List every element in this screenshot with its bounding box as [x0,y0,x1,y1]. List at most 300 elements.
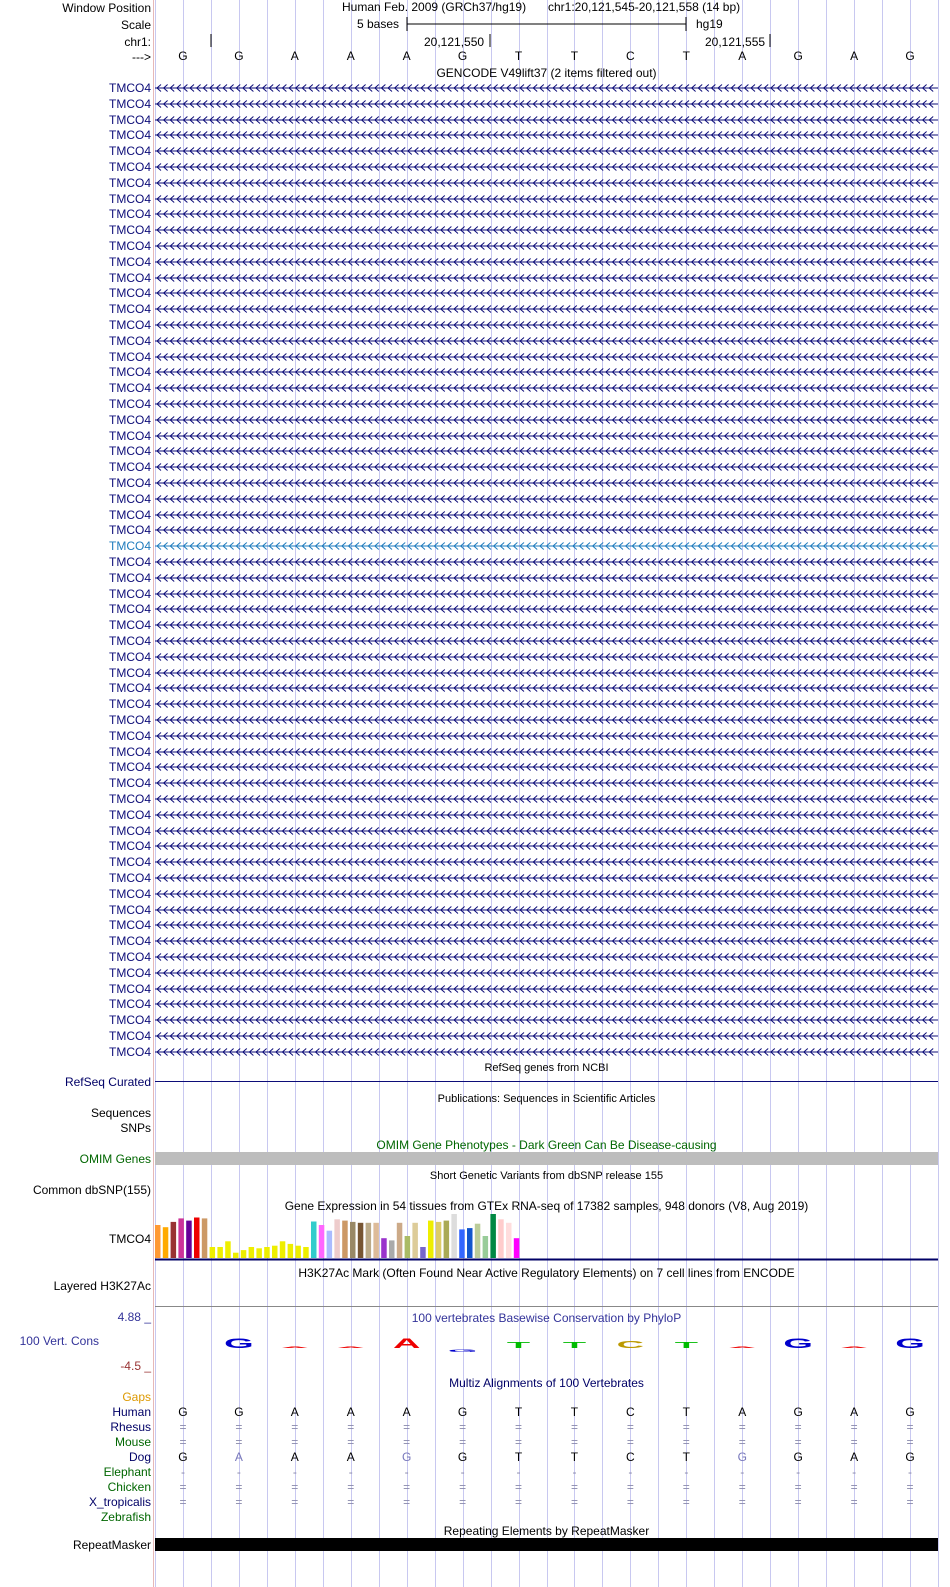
species-label[interactable]: Mouse [114,1435,151,1449]
alignment-base: = [682,1495,690,1509]
gencode-transcript-label[interactable]: TMCO4 [109,476,151,490]
gencode-transcript-feature[interactable] [153,888,943,900]
conservation-letter: A [728,1346,756,1349]
gtex-tissue-bar[interactable] [420,1247,426,1258]
gencode-transcript-feature[interactable] [153,98,943,110]
intron-arrows [155,353,938,360]
gencode-transcript-feature[interactable] [153,730,943,742]
alignment-base: = [682,1435,690,1449]
gencode-transcript-label[interactable]: TMCO4 [109,744,151,759]
alignment-base: C [626,1450,635,1464]
repeat-track-title: Repeating Elements by RepeatMasker [443,1524,650,1538]
gencode-transcript-feature[interactable] [153,161,943,173]
gtex-tissue-bar[interactable] [373,1223,379,1258]
omim-feature-bar[interactable] [155,1152,938,1165]
intron-arrows [155,922,938,929]
gencode-transcript-feature[interactable] [153,556,943,568]
alignment-base: G [905,1405,915,1419]
gtex-tissue-bar[interactable] [163,1227,169,1258]
alignment-base: = [515,1420,523,1434]
gtex-tissue-bar[interactable] [381,1238,387,1258]
gtex-tissue-bar[interactable] [311,1222,317,1259]
gencode-transcript-label[interactable]: TMCO4 [109,286,151,301]
intron-arrows [155,416,938,423]
gencode-transcript-label[interactable]: TMCO4 [109,81,151,95]
gtex-tissue-bar[interactable] [171,1222,177,1258]
alignment-base: = [738,1435,746,1449]
gencode-transcript-feature[interactable] [153,398,943,410]
gencode-transcript-label[interactable]: TMCO4 [109,807,151,822]
gencode-transcript-feature[interactable] [153,208,943,220]
gencode-transcript-feature[interactable] [153,477,943,489]
gtex-tissue-bar[interactable] [444,1221,450,1258]
gencode-transcript-label[interactable]: TMCO4 [109,981,151,996]
intron-arrows [155,211,938,218]
intron-arrows [155,243,938,250]
gtex-tissue-bar[interactable] [225,1241,231,1258]
gencode-transcript-feature[interactable] [153,351,943,363]
species-label[interactable]: Human [112,1405,151,1419]
gencode-transcript-label[interactable]: TMCO4 [109,649,151,664]
gencode-transcript-feature[interactable] [153,129,943,141]
gtex-tissue-bar[interactable] [295,1246,301,1258]
gencode-transcript-label[interactable]: TMCO4 [109,460,151,475]
gencode-transcript-label[interactable]: TMCO4 [109,634,151,648]
gtex-tissue-bar[interactable] [217,1247,223,1258]
alignment-base: = [794,1480,802,1494]
species-label[interactable]: Zebrafish [100,1510,151,1524]
reference-base: G [793,49,803,63]
gencode-transcript-feature[interactable] [153,319,943,331]
gencode-transcript-label[interactable]: TMCO4 [109,728,151,743]
gencode-transcript-feature[interactable] [153,682,943,694]
reference-base: A [850,49,859,63]
gencode-transcript-label[interactable]: TMCO4 [109,318,151,332]
intron-arrows [155,859,938,866]
conservation-logo[interactable] [0,1328,950,1368]
alignment-base: = [850,1435,858,1449]
gtex-tissue-bar[interactable] [194,1218,200,1259]
gtex-tissue-bar[interactable] [264,1247,270,1258]
refseq-feature-line[interactable] [0,1080,950,1084]
gencode-transcript-feature[interactable] [153,114,943,126]
gencode-transcript-label[interactable]: TMCO4 [109,523,151,538]
reference-base: A [402,49,411,63]
alignment-base: - [460,1465,465,1479]
gencode-transcript-feature[interactable] [153,951,943,963]
gencode-transcript-feature[interactable] [153,761,943,773]
gtex-tissue-bar[interactable] [506,1223,512,1258]
gencode-transcript-label[interactable]: TMCO4 [109,239,151,253]
gencode-transcript-label[interactable]: TMCO4 [109,333,151,348]
h3k27ac-track-label[interactable]: Layered H3K27Ac [53,1279,151,1293]
gencode-transcript-feature[interactable] [153,272,943,284]
conservation-letter: T [506,1340,531,1350]
gtex-track-label[interactable]: TMCO4 [109,1232,151,1246]
gencode-transcript-feature[interactable] [153,1014,943,1026]
intron-arrows [155,274,938,281]
gencode-transcript-feature[interactable] [153,240,943,252]
gencode-transcript-label[interactable]: TMCO4 [109,855,151,870]
gencode-transcript-label[interactable]: TMCO4 [109,144,151,159]
alignment-base: = [738,1495,746,1509]
gencode-transcript-feature[interactable] [153,872,943,884]
gencode-transcript-feature[interactable] [153,366,943,378]
alignment-base: = [235,1435,243,1449]
gencode-transcript-label[interactable]: TMCO4 [109,349,151,364]
gencode-transcript-label[interactable]: TMCO4 [109,96,151,111]
gtex-bar-chart[interactable] [0,1212,950,1262]
gencode-transcript-label[interactable]: TMCO4 [109,965,151,980]
alignment-base: = [179,1435,187,1449]
coord-label-2: 20,121,555 [705,35,766,49]
alignment-base: = [347,1435,355,1449]
alignment-base: = [682,1480,690,1494]
gencode-transcript-feature[interactable] [153,919,943,931]
alignment-base: = [347,1495,355,1509]
scale-text: 5 bases [357,17,400,31]
alignment-base: A [234,1450,243,1464]
gencode-transcript-label[interactable]: TMCO4 [109,160,151,174]
gencode-transcript-label[interactable]: TMCO4 [109,365,151,380]
intron-arrows [155,322,938,329]
gencode-transcript-feature[interactable] [153,904,943,916]
intron-arrows [155,574,938,581]
gencode-transcript-feature[interactable] [153,461,943,473]
cons-track-label[interactable]: 100 Vert. Cons [19,1334,99,1348]
gencode-transcript-label[interactable]: TMCO4 [109,128,151,143]
dbsnp-track-label[interactable]: Common dbSNP(155) [32,1183,151,1197]
omim-track-label[interactable]: OMIM Genes [79,1152,151,1166]
gtex-tissue-bar[interactable] [483,1236,489,1258]
alignment-base: G [234,1405,244,1419]
gtex-tissue-bar[interactable] [210,1247,216,1258]
chrom-label: chr1: [124,35,151,49]
alignment-base: G [737,1450,747,1464]
gencode-transcript-feature[interactable] [153,698,943,710]
gencode-transcript-label[interactable]: TMCO4 [109,665,151,680]
gtex-tissue-bar[interactable] [451,1214,457,1258]
gencode-transcript-label[interactable]: TMCO4 [109,428,151,443]
alignment-base: = [906,1420,914,1434]
gencode-transcript-label[interactable]: TMCO4 [109,618,151,633]
gencode-transcript-feature[interactable] [153,840,943,852]
species-label[interactable]: Elephant [103,1465,151,1479]
gtex-tissue-bar[interactable] [389,1240,395,1258]
intron-arrows [155,480,938,487]
alignment-base: A [850,1450,859,1464]
pubs-track-label-1[interactable]: Sequences [90,1106,151,1120]
gtex-tissue-bar[interactable] [459,1229,465,1258]
intron-arrows [155,85,938,92]
intron-arrows [155,337,938,344]
gencode-transcript-label[interactable]: TMCO4 [109,823,151,838]
gencode-transcript-feature[interactable] [153,509,943,521]
gtex-tissue-bar[interactable] [155,1225,161,1258]
gencode-transcript-feature[interactable] [153,793,943,805]
gencode-transcript-feature[interactable] [153,825,943,837]
gencode-transcript-label[interactable]: TMCO4 [109,444,151,459]
gencode-transcript-feature[interactable] [153,224,943,236]
gencode-transcript-label[interactable]: TMCO4 [109,586,151,601]
intron-arrows [155,796,938,803]
gencode-transcript-feature[interactable] [153,382,943,394]
gencode-transcript-label[interactable]: TMCO4 [109,839,151,854]
gtex-tissue-bar[interactable] [288,1244,294,1258]
gencode-transcript-feature[interactable] [153,445,943,457]
alignment-base: G [178,1450,188,1464]
alignment-base: = [626,1435,634,1449]
gtex-track-title: Gene Expression in 54 tissues from GTEx RNA-seq of 17382 samples, 948 donors (V8, Aug 2019) [284,1199,809,1213]
intron-arrows [155,401,938,408]
gencode-transcript-feature[interactable] [153,303,943,315]
gencode-transcript-feature[interactable] [153,430,943,442]
gtex-tissue-bar[interactable] [249,1247,255,1258]
alignment-base: = [179,1495,187,1509]
gtex-tissue-bar[interactable] [514,1238,520,1258]
gtex-tissue-bar[interactable] [178,1218,184,1258]
gtex-tissue-bar[interactable] [256,1248,262,1258]
intron-arrows [155,559,938,566]
reference-base: A [346,49,355,63]
reference-base: A [290,49,299,63]
alignment-base: - [180,1465,185,1479]
alignment-base: = [570,1480,578,1494]
intron-arrows [155,701,938,708]
alignment-base: = [515,1435,523,1449]
gencode-transcript-label[interactable]: TMCO4 [109,539,151,554]
alignment-base: = [738,1480,746,1494]
gencode-transcript-label[interactable]: TMCO4 [109,302,151,317]
intron-arrows [155,748,938,755]
alignment-base: A [346,1450,355,1464]
gencode-transcript-feature[interactable] [153,493,943,505]
gencode-transcript-label[interactable]: TMCO4 [109,871,151,885]
species-label[interactable]: X_tropicalis [88,1495,151,1509]
gencode-transcript-label[interactable]: TMCO4 [109,792,151,806]
gtex-tissue-bar[interactable] [202,1218,208,1258]
gencode-transcript-label[interactable]: TMCO4 [109,112,151,127]
gencode-transcript-label[interactable]: TMCO4 [109,397,151,411]
alignment-base: - [852,1465,857,1479]
gtex-tissue-bar[interactable] [366,1223,372,1258]
gencode-transcript-feature[interactable] [153,572,943,584]
gtex-tissue-bar[interactable] [412,1223,418,1258]
alignment-base: = [459,1495,467,1509]
gencode-transcript-feature[interactable] [153,998,943,1010]
alignment-base: = [850,1495,858,1509]
pubs-track-label-2[interactable]: SNPs [120,1121,151,1135]
gencode-transcript-label[interactable]: TMCO4 [109,681,151,696]
gencode-transcript-label[interactable]: TMCO4 [109,381,151,396]
gencode-transcript-label[interactable]: TMCO4 [109,191,151,206]
alignment-base: G [793,1450,803,1464]
coord-label-1: 20,121,550 [424,35,485,49]
alignment-base: G [457,1405,468,1419]
gencode-transcript-label[interactable]: TMCO4 [109,918,151,933]
alignment-base: = [403,1435,411,1449]
gencode-transcript-feature[interactable] [153,1030,943,1042]
gencode-transcript-feature[interactable] [153,935,943,947]
refseq-track-label[interactable]: RefSeq Curated [64,1075,151,1089]
gencode-transcript-label[interactable]: TMCO4 [109,491,151,506]
gencode-transcript-feature[interactable] [153,746,943,758]
alignment-base: = [850,1480,858,1494]
alignment-base: T [570,1450,579,1464]
alignment-base: G [402,1450,412,1464]
gencode-transcript-feature[interactable] [153,1046,943,1058]
reference-base: C [626,49,635,63]
alignment-base: = [403,1495,411,1509]
gencode-transcript-label[interactable]: TMCO4 [109,760,151,775]
gtex-tissue-bar[interactable] [272,1246,278,1258]
intron-arrows [155,179,938,186]
gtex-tissue-bar[interactable] [397,1223,403,1258]
species-label[interactable]: Chicken [107,1480,151,1494]
gencode-transcript-feature[interactable] [153,619,943,631]
gtex-tissue-bar[interactable] [327,1231,333,1258]
gencode-transcript-label[interactable]: TMCO4 [109,997,151,1012]
gencode-transcript-label[interactable]: TMCO4 [109,1013,151,1028]
gencode-transcript-feature[interactable] [153,524,943,536]
alignment-base: A [346,1405,355,1419]
gencode-transcript-feature[interactable] [153,82,943,94]
gencode-transcript-feature[interactable] [153,287,943,299]
intron-arrows [155,132,938,139]
gtex-tissue-bar[interactable] [358,1223,364,1258]
intron-arrows [155,527,938,534]
alignment-base: G [905,1450,915,1464]
intron-arrows [155,369,938,376]
intron-arrows [155,669,938,676]
dbsnp-track-title: Short Genetic Variants from dbSNP release 155 [429,1170,664,1182]
gencode-transcript-label[interactable]: TMCO4 [109,570,151,585]
repeat-feature-bar[interactable] [155,1538,938,1551]
gencode-transcript-label[interactable]: TMCO4 [109,697,151,712]
gencode-transcript-label[interactable]: TMCO4 [109,270,151,285]
alignment-base: = [682,1420,690,1434]
gencode-transcript-feature[interactable] [153,414,943,426]
gencode-transcript-feature[interactable] [153,256,943,268]
gencode-transcript-label[interactable]: TMCO4 [109,223,151,238]
gencode-transcript-feature[interactable] [153,667,943,679]
gencode-transcript-feature[interactable] [153,588,943,600]
gencode-transcript-label[interactable]: TMCO4 [109,207,151,222]
gtex-tissue-bar[interactable] [428,1221,434,1258]
gencode-transcript-label[interactable]: TMCO4 [109,175,151,190]
alignment-base: = [794,1435,802,1449]
gtex-tissue-bar[interactable] [319,1225,325,1258]
gencode-transcript-feature[interactable] [153,967,943,979]
gencode-transcript-label[interactable]: TMCO4 [109,713,151,727]
gtex-tissue-bar[interactable] [498,1219,504,1258]
species-label[interactable]: Rhesus [110,1420,151,1434]
alignment-base: = [403,1420,411,1434]
cons-min-label: -4.5 _ [120,1359,151,1373]
alignment-base: G [178,1405,188,1419]
gencode-transcript-label[interactable]: TMCO4 [109,507,151,522]
alignment-base: = [347,1420,355,1434]
intron-arrows [155,100,938,107]
gtex-tissue-bar[interactable] [436,1222,442,1258]
gtex-tissue-bar[interactable] [186,1221,192,1258]
gencode-transcript-feature[interactable] [153,635,943,647]
alignment-base: = [570,1495,578,1509]
intron-arrows [155,227,938,234]
reference-base: T [682,49,690,63]
gencode-transcript-feature[interactable] [153,856,943,868]
alignment-base: = [570,1420,578,1434]
gencode-transcript-feature[interactable] [153,335,943,347]
gencode-transcript-label[interactable]: TMCO4 [109,886,151,901]
species-label[interactable]: Dog [128,1450,151,1464]
gencode-transcript-label[interactable]: TMCO4 [109,950,151,964]
alignment-base: = [291,1480,299,1494]
gencode-transcript-label[interactable]: TMCO4 [109,412,151,427]
gtex-tissue-bar[interactable] [233,1253,239,1258]
repeat-track-label[interactable]: RepeatMasker [72,1538,151,1552]
gencode-transcript-label[interactable]: TMCO4 [109,1029,151,1043]
gtex-tissue-bar[interactable] [334,1219,340,1258]
gencode-transcript-feature[interactable] [153,983,943,995]
gtex-tissue-bar[interactable] [405,1236,411,1258]
gencode-transcript-label[interactable]: TMCO4 [109,902,151,917]
gtex-tissue-bar[interactable] [475,1224,481,1258]
gencode-transcript-feature[interactable] [153,540,943,552]
intron-arrows [155,622,938,629]
alignment-base: = [906,1495,914,1509]
gtex-tissue-bar[interactable] [350,1222,356,1258]
omim-track-title: OMIM Gene Phenotypes - Dark Green Can Be Disease-causing [376,1138,717,1152]
conservation-letter: A [281,1346,309,1349]
gencode-transcript-label[interactable]: TMCO4 [109,776,151,791]
alignment-base: = [459,1435,467,1449]
gencode-transcript-feature[interactable] [153,193,943,205]
alignment-base: = [626,1495,634,1509]
multiz-track-title: Multiz Alignments of 100 Vertebrates [449,1376,644,1390]
gencode-transcript-feature[interactable] [153,177,943,189]
gtex-tissue-bar[interactable] [342,1221,348,1258]
intron-arrows [155,653,938,660]
gtex-tissue-bar[interactable] [280,1241,286,1258]
gencode-transcript-feature[interactable] [153,809,943,821]
gencode-transcript-label[interactable]: TMCO4 [109,254,151,269]
intron-arrows [155,1017,938,1024]
gencode-transcript-feature[interactable] [153,651,943,663]
conservation-letter: A [392,1335,421,1352]
intron-arrows [155,780,938,787]
intron-arrows [155,954,938,961]
gtex-tissue-bar[interactable] [490,1214,496,1258]
intron-arrows [155,938,938,945]
gencode-transcript-feature[interactable] [153,777,943,789]
gencode-transcript-feature[interactable] [153,145,943,157]
alignment-base: - [628,1465,633,1479]
gtex-tissue-bar[interactable] [303,1247,309,1258]
alignment-base: = [459,1480,467,1494]
gencode-transcript-label[interactable]: TMCO4 [109,602,151,617]
gencode-transcript-label[interactable]: TMCO4 [109,1044,151,1059]
gtex-tissue-bar[interactable] [241,1250,247,1258]
gencode-transcript-label[interactable]: TMCO4 [109,555,151,569]
intron-arrows [155,590,938,597]
gencode-transcript-label[interactable]: TMCO4 [109,934,151,949]
gencode-transcript-feature[interactable] [153,603,943,615]
intron-arrows [155,1048,938,1055]
gencode-transcript-feature[interactable] [153,714,943,726]
gtex-tissue-bar[interactable] [467,1228,473,1258]
alignment-base: T [514,1450,523,1464]
